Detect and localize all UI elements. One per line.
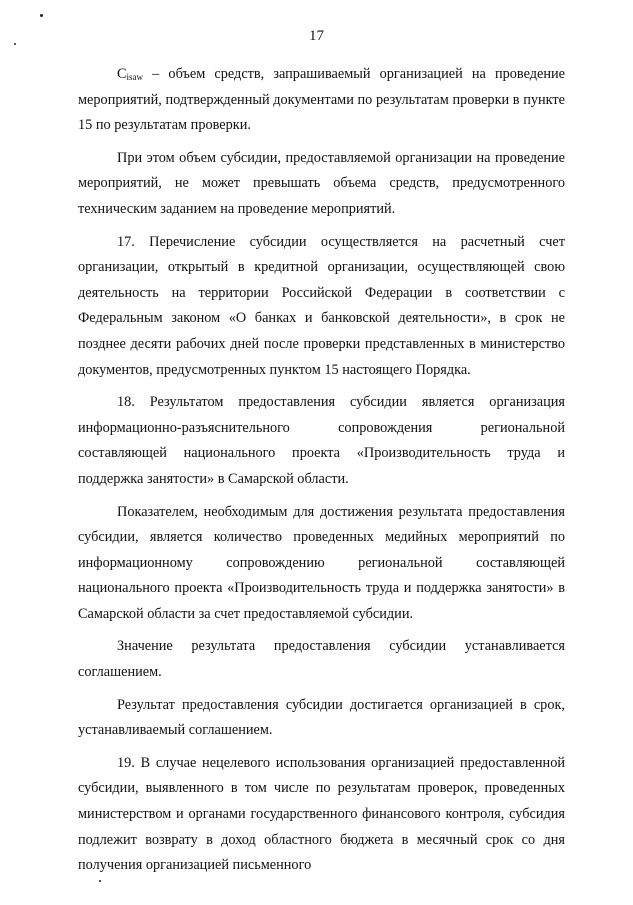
paragraph-indicator: Показателем, необходимым для достижения результата предоставления субсидии, является количество проведенных медийных мероприятий по информационному сопровождению региональной составляющей национального проекта «Производительность труда и поддержка занятости» в Самарской области за счет предоставляемой субсидии. (78, 503, 565, 622)
paragraph-17: 17. Перечисление субсидии осуществляется на расчетный счет организации, открытый в кредитной организации, осуществляющей свою деятельность на территории Российской Федерации в соответствии с Федеральным законом «О банках и банковской деятельности», в срок не позднее десяти рабочих дней после проверки представленных в министерство документов, предусмотренных пунктом 15 настоящего Порядка. (78, 233, 565, 378)
formula-symbol: C (117, 66, 127, 82)
paragraph-result-value: Значение результата предоставления субсидии устанавливается соглашением. (78, 638, 565, 681)
scan-speck (99, 880, 101, 882)
formula-symbol-subscript: isaw (126, 72, 144, 82)
page-number: 17 (309, 28, 324, 44)
scan-speck (40, 14, 43, 17)
paragraph-formula-definition (78, 62, 565, 139)
paragraph-18: 18. Результатом предоставления субсидии является организация информационно-разъяснительного сопровождения региональной составляющей национального проекта «Производительность труда и поддержка занятости» в Самарской области. (78, 394, 565, 487)
paragraph-subsidy-limit: При этом объем субсидии, предоставляемой организации на проведение мероприятий, не может превышать объема средств, предусмотренного техническим заданием на проведение мероприятий. (78, 149, 565, 217)
paragraph-result-deadline: Результат предоставления субсидии достигается организацией в срок, устанавливаемый соглашением. (78, 696, 565, 739)
paragraph-text: – объем средств, запрашиваемый организацией на проведение мероприятий, подтвержденный документами по результатам проверки в пункте 15 по результатам проверки. (78, 66, 565, 134)
paragraph-19: 19. В случае нецелевого использования организацией предоставленной субсидии, выявленного в том числе по результатам проверок, проведенных министерством и органами государственного финансового контроля, субсидия подлежит возврату в доход областного бюджета в месячный срок со дня получения организацией письменного (78, 754, 565, 874)
document-body (78, 62, 565, 879)
